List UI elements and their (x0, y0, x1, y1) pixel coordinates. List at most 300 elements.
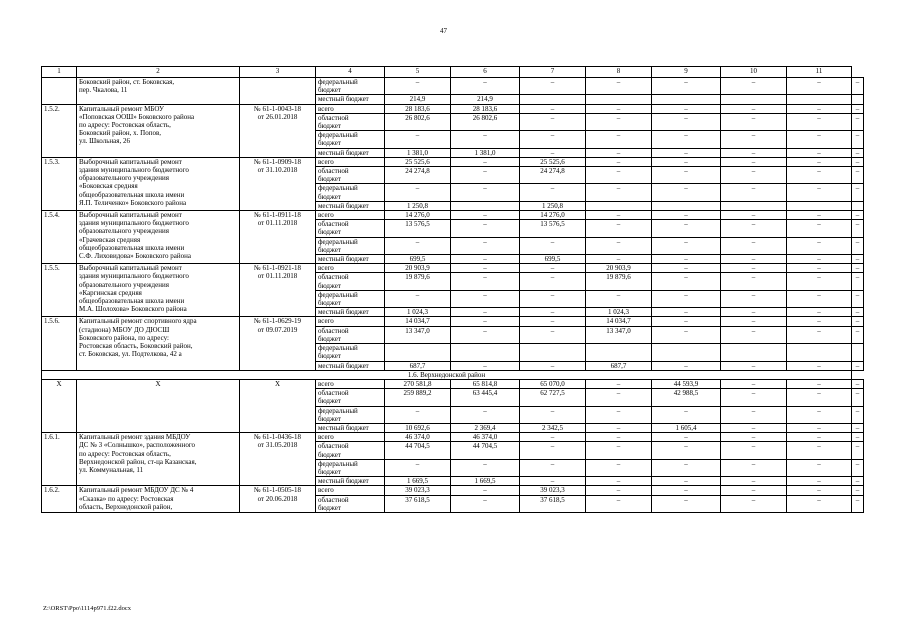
amount-cell: – (652, 442, 721, 459)
table-row (42, 157, 864, 166)
item-name: Выборочный капитальный ремонт здания муниципального бюджетного образовательного учреждения «Каргинская средняя общеобразовательная школа имени М.А. Шолохова» Боковского района (77, 264, 240, 317)
amount-cell: – (787, 131, 852, 148)
amount-cell: – (787, 157, 852, 166)
table-row (42, 486, 864, 495)
amount-cell: – (787, 237, 852, 254)
amount-cell: – (652, 131, 721, 148)
budget-table (41, 66, 864, 513)
page-number: 47 (440, 27, 447, 35)
amount-cell: – (586, 184, 652, 201)
amount-cell: – (787, 167, 852, 184)
amount-cell: – (721, 290, 787, 307)
amount-cell: – (721, 264, 787, 273)
amount-cell: – (520, 442, 586, 459)
amount-cell: – (852, 78, 864, 95)
amount-cell: – (451, 184, 520, 201)
amount-cell: 28 183,6 (385, 104, 451, 113)
amount-cell: – (586, 78, 652, 95)
amount-cell (852, 95, 864, 104)
amount-cell: 1 250,8 (385, 201, 451, 210)
funding-source: всего (316, 264, 385, 273)
amount-cell (721, 95, 787, 104)
amount-cell: – (451, 326, 520, 343)
amount-cell: – (652, 406, 721, 423)
amount-cell (586, 201, 652, 210)
amount-cell: 20 903,9 (385, 264, 451, 273)
amount-cell: – (451, 406, 520, 423)
amount-cell: – (385, 290, 451, 307)
amount-cell: – (852, 290, 864, 307)
column-number: 5 (385, 67, 451, 78)
amount-cell: 214,9 (451, 95, 520, 104)
item-number: 1.5.6. (42, 317, 77, 370)
amount-cell: 687,7 (385, 361, 451, 370)
amount-cell: – (721, 433, 787, 442)
amount-cell (787, 95, 852, 104)
amount-cell: – (721, 167, 787, 184)
funding-source: всего (316, 486, 385, 495)
amount-cell: – (652, 317, 721, 326)
funding-source: федеральный бюджет (316, 237, 385, 254)
item-name: Капитальный ремонт спортивного ядра (стадиона) МБОУ ДО ДЮСШ Боковского района, по адресу: Ростовская область, Боковский район, ст. Боковская, ул. Подтелкова, 42 а (77, 317, 240, 370)
section-title: 1.6. Верхнедонской район (42, 370, 852, 379)
item-document: Х (240, 379, 316, 432)
file-path-footer: Z:\ORST\Ppo\1114p971.f22.docx (43, 605, 131, 612)
funding-source: местный бюджет (316, 308, 385, 317)
amount-cell: 1 669,5 (385, 477, 451, 486)
column-number: 1 (42, 67, 77, 78)
amount-cell: 14 034,7 (586, 317, 652, 326)
amount-cell: – (852, 113, 864, 130)
amount-cell: – (721, 308, 787, 317)
amount-cell: – (787, 184, 852, 201)
amount-cell: – (787, 211, 852, 220)
amount-cell: 46 374,0 (385, 433, 451, 442)
amount-cell: – (852, 477, 864, 486)
amount-cell: – (721, 423, 787, 432)
amount-cell: – (520, 273, 586, 290)
amount-cell: – (652, 273, 721, 290)
amount-cell: – (451, 495, 520, 512)
amount-cell: 26 802,6 (451, 113, 520, 130)
amount-cell: – (852, 308, 864, 317)
table-row (42, 264, 864, 273)
amount-cell: 44 704,5 (451, 442, 520, 459)
amount-cell: 1 605,4 (652, 423, 721, 432)
column-number: 6 (451, 67, 520, 78)
amount-cell: 13 576,5 (520, 220, 586, 237)
amount-cell: 10 692,6 (385, 423, 451, 432)
header-row (42, 67, 864, 78)
amount-cell: 24 274,8 (520, 167, 586, 184)
funding-source: всего (316, 317, 385, 326)
item-number: 1.5.2. (42, 104, 77, 157)
amount-cell: – (520, 290, 586, 307)
amount-cell: – (586, 406, 652, 423)
amount-cell: 25 525,6 (520, 157, 586, 166)
amount-cell: – (385, 184, 451, 201)
amount-cell: – (852, 264, 864, 273)
amount-cell: – (652, 477, 721, 486)
amount-cell: 1 250,8 (520, 201, 586, 210)
amount-cell: – (852, 326, 864, 343)
amount-cell: – (586, 237, 652, 254)
amount-cell: – (787, 477, 852, 486)
amount-cell: – (385, 78, 451, 95)
amount-cell: 699,5 (520, 255, 586, 264)
amount-cell: 65 814,8 (451, 379, 520, 388)
amount-cell: – (385, 459, 451, 476)
amount-cell: 20 903,9 (586, 264, 652, 273)
amount-cell: – (451, 255, 520, 264)
amount-cell (451, 344, 520, 361)
amount-cell: – (721, 273, 787, 290)
amount-cell: – (652, 157, 721, 166)
amount-cell: – (787, 317, 852, 326)
section-row (42, 370, 864, 379)
item-number: 1.6.2. (42, 486, 77, 513)
amount-cell: – (787, 78, 852, 95)
amount-cell: – (721, 495, 787, 512)
funding-source: областной бюджет (316, 442, 385, 459)
amount-cell: – (520, 113, 586, 130)
amount-cell: – (586, 459, 652, 476)
amount-cell: – (852, 131, 864, 148)
funding-source: федеральный бюджет (316, 459, 385, 476)
amount-cell: – (852, 442, 864, 459)
amount-cell: – (451, 131, 520, 148)
amount-cell: – (721, 157, 787, 166)
amount-cell: – (520, 78, 586, 95)
amount-cell: 37 618,5 (520, 495, 586, 512)
item-document: № 61-1-0909-18 от 31.10.2018 (240, 157, 316, 210)
funding-source: федеральный бюджет (316, 406, 385, 423)
amount-cell: – (451, 78, 520, 95)
amount-cell: – (721, 477, 787, 486)
funding-source: местный бюджет (316, 148, 385, 157)
amount-cell: – (787, 406, 852, 423)
amount-cell: – (652, 308, 721, 317)
item-number: 1.5.3. (42, 157, 77, 210)
amount-cell (721, 201, 787, 210)
amount-cell: 46 374,0 (451, 433, 520, 442)
funding-source: областной бюджет (316, 113, 385, 130)
amount-cell: – (721, 459, 787, 476)
amount-cell: – (852, 423, 864, 432)
amount-cell: – (451, 237, 520, 254)
amount-cell: – (520, 237, 586, 254)
amount-cell: 2 342,5 (520, 423, 586, 432)
funding-source: всего (316, 433, 385, 442)
funding-source: всего (316, 104, 385, 113)
amount-cell: – (721, 406, 787, 423)
amount-cell: – (787, 486, 852, 495)
item-name: Капитальный ремонт МБДОУ ДС № 4 «Сказка» по адресу: Ростовская область, Верхнедонской район, (77, 486, 240, 513)
amount-cell: – (520, 131, 586, 148)
amount-cell: 1 669,5 (451, 477, 520, 486)
item-name: Выборочный капитальный ремонт здания муниципального бюджетного образовательного учреждения «Грачевская средняя общеобразовательная школа имени С.Ф. Лиховидова» Боковского района (77, 211, 240, 264)
amount-cell (520, 95, 586, 104)
amount-cell: – (586, 104, 652, 113)
amount-cell: – (586, 477, 652, 486)
amount-cell: – (787, 442, 852, 459)
amount-cell: – (586, 211, 652, 220)
amount-cell: – (520, 459, 586, 476)
amount-cell: – (586, 379, 652, 388)
amount-cell: – (451, 317, 520, 326)
amount-cell: – (721, 361, 787, 370)
amount-cell: – (520, 184, 586, 201)
column-number: 3 (240, 67, 316, 78)
item-number (42, 78, 77, 105)
amount-cell: – (787, 255, 852, 264)
amount-cell: – (721, 486, 787, 495)
amount-cell: – (652, 211, 721, 220)
amount-cell: – (852, 433, 864, 442)
column-number: 4 (316, 67, 385, 78)
amount-cell: – (652, 361, 721, 370)
amount-cell: – (721, 237, 787, 254)
funding-source: всего (316, 379, 385, 388)
funding-source: федеральный бюджет (316, 131, 385, 148)
funding-source: областной бюджет (316, 220, 385, 237)
amount-cell: – (586, 423, 652, 432)
amount-cell: – (586, 167, 652, 184)
amount-cell: – (787, 148, 852, 157)
amount-cell: – (652, 290, 721, 307)
table-row (42, 211, 864, 220)
amount-cell: – (520, 326, 586, 343)
amount-cell: – (652, 326, 721, 343)
amount-cell: – (520, 433, 586, 442)
item-document: № 61-1-0921-18 от 01.11.2018 (240, 264, 316, 317)
column-number: 2 (77, 67, 240, 78)
amount-cell: – (652, 184, 721, 201)
amount-cell: – (652, 255, 721, 264)
amount-cell: – (787, 389, 852, 406)
amount-cell: – (852, 459, 864, 476)
item-name: Боковский район, ст. Боковская, пер. Чкалова, 11 (77, 78, 240, 105)
item-document: № 61-1-0043-18 от 26.01.2018 (240, 104, 316, 157)
funding-source: федеральный бюджет (316, 184, 385, 201)
amount-cell: 14 034,7 (385, 317, 451, 326)
amount-cell: – (852, 211, 864, 220)
amount-cell: – (852, 148, 864, 157)
funding-source: местный бюджет (316, 201, 385, 210)
amount-cell: – (721, 317, 787, 326)
funding-source: областной бюджет (316, 273, 385, 290)
funding-source: федеральный бюджет (316, 290, 385, 307)
amount-cell: – (852, 220, 864, 237)
amount-cell: – (721, 113, 787, 130)
amount-cell: 37 618,5 (385, 495, 451, 512)
item-name: Х (77, 379, 240, 432)
amount-cell: – (451, 157, 520, 166)
column-number: 7 (520, 67, 586, 78)
amount-cell: 699,5 (385, 255, 451, 264)
amount-cell: – (787, 361, 852, 370)
amount-cell: 28 183,6 (451, 104, 520, 113)
funding-source: областной бюджет (316, 167, 385, 184)
amount-cell: – (852, 406, 864, 423)
amount-cell: – (586, 131, 652, 148)
funding-source: федеральный бюджет (316, 344, 385, 361)
amount-cell (787, 344, 852, 361)
amount-cell: 13 347,0 (385, 326, 451, 343)
amount-cell: – (721, 326, 787, 343)
amount-cell: – (721, 442, 787, 459)
amount-cell: 1 024,3 (586, 308, 652, 317)
amount-cell: – (652, 104, 721, 113)
amount-cell: – (652, 148, 721, 157)
amount-cell: 24 274,8 (385, 167, 451, 184)
amount-cell: 39 023,3 (385, 486, 451, 495)
amount-cell: – (852, 237, 864, 254)
column-number: 8 (586, 67, 652, 78)
column-number: 11 (787, 67, 852, 78)
amount-cell: – (652, 486, 721, 495)
funding-source: областной бюджет (316, 389, 385, 406)
amount-cell: – (721, 255, 787, 264)
funding-source: федеральный бюджет (316, 78, 385, 95)
amount-cell (721, 344, 787, 361)
item-document: № 61-1-0436-18 от 31.05.2018 (240, 433, 316, 486)
item-number: 1.5.4. (42, 211, 77, 264)
amount-cell: – (852, 104, 864, 113)
amount-cell: – (721, 220, 787, 237)
amount-cell: – (451, 211, 520, 220)
amount-cell: – (385, 237, 451, 254)
amount-cell (652, 344, 721, 361)
funding-source: областной бюджет (316, 495, 385, 512)
amount-cell: – (852, 273, 864, 290)
amount-cell: – (721, 78, 787, 95)
amount-cell: – (787, 264, 852, 273)
amount-cell: – (652, 220, 721, 237)
amount-cell: – (652, 237, 721, 254)
amount-cell: – (787, 433, 852, 442)
amount-cell: 687,7 (586, 361, 652, 370)
amount-cell: – (852, 389, 864, 406)
amount-cell: – (787, 273, 852, 290)
amount-cell: – (451, 167, 520, 184)
amount-cell: 39 023,3 (520, 486, 586, 495)
amount-cell: – (652, 167, 721, 184)
amount-cell: – (586, 113, 652, 130)
amount-cell: – (520, 406, 586, 423)
amount-cell: – (451, 273, 520, 290)
table-row (42, 433, 864, 442)
amount-cell (520, 344, 586, 361)
amount-cell: – (852, 317, 864, 326)
item-document (240, 78, 316, 105)
funding-source: местный бюджет (316, 477, 385, 486)
amount-cell: – (787, 495, 852, 512)
amount-cell: – (520, 148, 586, 157)
amount-cell: – (586, 389, 652, 406)
amount-cell: – (451, 290, 520, 307)
amount-cell: – (451, 486, 520, 495)
amount-cell: – (721, 211, 787, 220)
amount-cell: 1 381,0 (385, 148, 451, 157)
amount-cell: – (787, 423, 852, 432)
amount-cell: – (451, 308, 520, 317)
amount-cell: – (586, 148, 652, 157)
item-name: Выборочный капитальный ремонт здания муниципального бюджетного образовательного учреждения «Боковская средняя общеобразовательная школа имени Я.П. Теличенко» Боковского района (77, 157, 240, 210)
amount-cell: – (787, 308, 852, 317)
amount-cell: – (852, 361, 864, 370)
amount-cell: – (652, 433, 721, 442)
amount-cell: 14 276,0 (520, 211, 586, 220)
amount-cell: – (852, 184, 864, 201)
amount-cell: – (586, 255, 652, 264)
funding-source: местный бюджет (316, 255, 385, 264)
amount-cell: – (721, 184, 787, 201)
amount-cell: 14 276,0 (385, 211, 451, 220)
amount-cell: – (852, 255, 864, 264)
amount-cell: 42 988,5 (652, 389, 721, 406)
amount-cell: – (586, 495, 652, 512)
funding-source: местный бюджет (316, 361, 385, 370)
amount-cell: – (451, 361, 520, 370)
funding-source: местный бюджет (316, 95, 385, 104)
amount-cell: – (652, 495, 721, 512)
amount-cell: – (586, 290, 652, 307)
amount-cell (652, 201, 721, 210)
amount-cell: 2 369,4 (451, 423, 520, 432)
amount-cell (787, 201, 852, 210)
amount-cell: 65 070,0 (520, 379, 586, 388)
amount-cell: – (586, 433, 652, 442)
amount-cell: 270 581,8 (385, 379, 451, 388)
amount-cell: – (787, 104, 852, 113)
table-row (42, 78, 864, 95)
amount-cell: – (385, 406, 451, 423)
amount-cell: – (586, 157, 652, 166)
amount-cell: – (652, 264, 721, 273)
amount-cell: – (852, 495, 864, 512)
amount-cell: – (451, 459, 520, 476)
item-number: Х (42, 379, 77, 432)
amount-cell: – (652, 459, 721, 476)
item-name: Капитальный ремонт здания МБДОУ ДС № 3 «Солнышко», расположенного по адресу: Ростовская область, Верхнедонской район, ст-ца Казанская, ул. Коммунальная, 11 (77, 433, 240, 486)
amount-cell: – (721, 104, 787, 113)
amount-cell: – (852, 379, 864, 388)
funding-source: местный бюджет (316, 423, 385, 432)
amount-cell: 19 879,6 (385, 273, 451, 290)
amount-cell: 13 576,5 (385, 220, 451, 237)
amount-cell: 63 445,4 (451, 389, 520, 406)
amount-cell: – (520, 317, 586, 326)
item-number: 1.6.1. (42, 433, 77, 486)
amount-cell (451, 201, 520, 210)
amount-cell: – (520, 308, 586, 317)
funding-source: всего (316, 157, 385, 166)
table-row (42, 104, 864, 113)
amount-cell (586, 95, 652, 104)
amount-cell: – (451, 220, 520, 237)
amount-cell (652, 95, 721, 104)
funding-source: всего (316, 211, 385, 220)
item-number: 1.5.5. (42, 264, 77, 317)
column-number: 9 (652, 67, 721, 78)
amount-cell: – (852, 167, 864, 184)
amount-cell: – (852, 157, 864, 166)
amount-cell: – (787, 326, 852, 343)
amount-cell (385, 344, 451, 361)
amount-cell: 1 024,3 (385, 308, 451, 317)
table-row (42, 317, 864, 326)
